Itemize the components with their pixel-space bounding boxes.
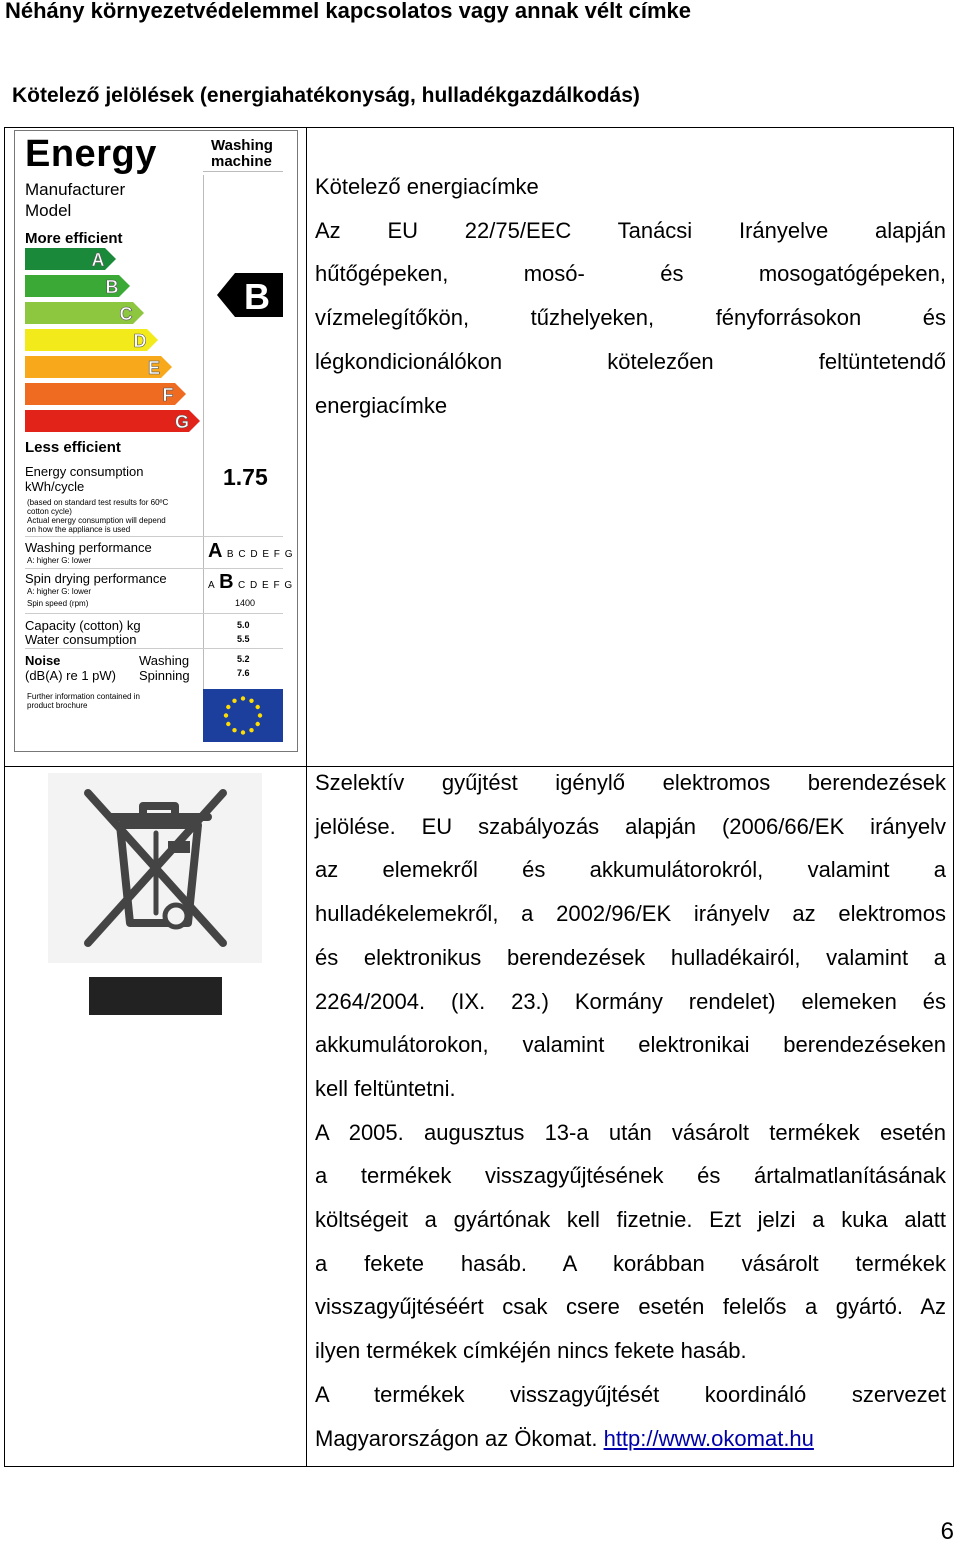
- water-consumption-value: 5.5: [237, 634, 250, 644]
- divider: [25, 613, 283, 614]
- star-icon: [256, 705, 260, 709]
- divider: [203, 171, 283, 172]
- text-line: Szelektív gyűjtést igénylő elektromos berendezések: [315, 770, 946, 795]
- more-efficient-label: More efficient: [25, 230, 123, 247]
- class-arrow-a: [25, 248, 116, 270]
- star-icon: [226, 705, 230, 709]
- washing-rating-scale: B C D E F G: [226, 549, 294, 560]
- energy-consumption-line-1: Energy consumption: [25, 464, 144, 479]
- star-icon: [232, 699, 236, 703]
- text-line: hűtőgépeken, mosó- és mosogatógépeken,: [315, 261, 946, 287]
- text-line: ilyen termékek címkéjén nincs fekete hasáb.: [315, 1338, 747, 1364]
- star-icon: [258, 713, 262, 717]
- divider: [25, 568, 283, 569]
- class-arrow-g: [25, 410, 200, 432]
- text-line: jelölése. EU szabályozás alapján (2006/66/EK irányelv: [315, 813, 946, 839]
- class-arrow-f: [25, 383, 186, 405]
- section-heading: Kötelező jelölések (energiahatékonyság, hulladékgazdálkodás): [12, 84, 640, 107]
- model-label: Model: [25, 201, 72, 220]
- class-arrow-c: [25, 302, 144, 324]
- star-icon: [241, 730, 245, 734]
- spin-rating-pre: A: [208, 580, 215, 591]
- appliance-line-1: Washing: [211, 137, 273, 154]
- noise-label: [25, 653, 116, 683]
- note-line: product brochure: [27, 701, 88, 710]
- spin-performance-label: Spin drying performance: [25, 571, 167, 586]
- text-line: energiacímke: [315, 392, 448, 418]
- noise-washing-label: Washing: [139, 653, 190, 668]
- page-number: 6: [940, 1518, 954, 1545]
- noise-mode-labels: [139, 653, 190, 683]
- text-line: visszagyűjtéséért csak csere esetén felelős a gyártó. Az: [315, 1294, 946, 1320]
- water-consumption-label: Water consumption: [25, 632, 137, 647]
- note-line: on how the appliance is used: [27, 525, 131, 534]
- star-icon: [249, 728, 253, 732]
- text-line: Az EU 22/75/EEC Tanácsi Irányelve alapján: [315, 217, 946, 243]
- note-line: Further information contained in: [27, 692, 140, 701]
- washing-performance-label: Washing performance: [25, 540, 152, 555]
- class-arrow-b: [25, 275, 130, 297]
- text-line: a fekete hasáb. A korábban vásárolt termékek: [315, 1250, 946, 1276]
- text-line: légkondicionálókon kötelezően feltüntetendő: [315, 348, 946, 374]
- noise-label-line-1: Noise: [25, 653, 61, 668]
- washing-scale-note: A: higher G: lower: [27, 556, 92, 565]
- text-line: költségeit a gyártónak kell fizetnie. Ezt jelzi a kuka alatt: [315, 1207, 946, 1233]
- class-arrow-d: [25, 329, 158, 351]
- energy-label-appliance: [211, 138, 273, 170]
- star-icon: [256, 722, 260, 726]
- table-column-divider: [306, 127, 307, 1467]
- text-line: az elemekről és akkumulátorokról, valamint a: [315, 857, 946, 883]
- page-heading: Néhány környezetvédelemmel kapcsolatos vagy annak vélt címke: [5, 0, 691, 23]
- text-line: A 2005. augusztus 13-a után vásárolt termékek esetén: [315, 1119, 946, 1145]
- text-line: akkumulátorokon, valamint elektronikai berendezéseken: [315, 1032, 946, 1058]
- text-line: és elektronikus berendezések hulladékairól, valamint a: [315, 944, 946, 970]
- spin-rating-letter: B: [219, 571, 234, 593]
- class-letter: E: [147, 358, 161, 378]
- noise-label-line-2: (dB(A) re 1 pW): [25, 668, 117, 683]
- text-line: vízmelegítőkön, tűzhelyeken, fényforrásokon és: [315, 305, 946, 331]
- spin-rating-scale: C D E F G: [238, 580, 294, 591]
- star-icon: [232, 728, 236, 732]
- washing-performance-rating: [208, 540, 293, 563]
- further-information-note: [27, 692, 140, 710]
- star-icon: [249, 699, 253, 703]
- crossed-bin-icon: [48, 773, 262, 963]
- text-line: a termékek visszagyűjtésének és ártalmatlanításának: [315, 1163, 946, 1189]
- manufacturer-model: [25, 179, 125, 221]
- black-bar-marker: [89, 977, 222, 1015]
- energy-consumption-line-2: kWh/cycle: [25, 479, 85, 494]
- energy-consumption-note: [27, 498, 168, 534]
- spin-speed-label: Spin speed (rpm): [27, 599, 89, 608]
- class-letter: F: [162, 385, 174, 405]
- energy-label-image: [14, 130, 298, 752]
- noise-washing-value: 5.2: [237, 654, 250, 664]
- spin-performance-rating: [208, 571, 293, 594]
- eu-flag-icon: [203, 689, 283, 742]
- spin-scale-note: A: higher G: lower: [27, 587, 92, 596]
- divider: [25, 648, 283, 649]
- star-icon: [226, 722, 230, 726]
- divider: [25, 536, 283, 537]
- rating-letter: B: [244, 276, 270, 317]
- energy-label-description: [315, 165, 946, 427]
- class-letter: D: [133, 331, 147, 351]
- class-letter: B: [105, 277, 119, 297]
- class-letter: C: [119, 304, 133, 324]
- energy-label-title: Energy: [25, 133, 157, 175]
- appliance-line-2: machine: [211, 153, 272, 170]
- note-line: (based on standard test results for 60ºC: [27, 498, 169, 507]
- noise-spinning-label: Spinning: [139, 668, 190, 683]
- text-line: A termékek visszagyűjtését koordináló szervezet: [315, 1381, 946, 1407]
- capacity-value: 5.0: [237, 620, 250, 630]
- text-line: hulladékelemekről, a 2002/96/EK irányelv az elektromos: [315, 901, 946, 927]
- note-line: cotton cycle): [27, 507, 72, 516]
- rating-arrow: [217, 273, 283, 317]
- less-efficient-label: Less efficient: [25, 439, 121, 456]
- class-letter: G: [174, 412, 190, 432]
- efficiency-class-arrows: [25, 248, 285, 438]
- energy-consumption-value: 1.75: [223, 464, 268, 490]
- star-icon: [224, 713, 228, 717]
- note-line: Actual energy consumption will depend: [27, 516, 166, 525]
- manufacturer-label: Manufacturer: [25, 180, 126, 199]
- noise-spinning-value: 7.6: [237, 668, 250, 678]
- weee-description: [315, 761, 946, 1460]
- class-arrow-e: [25, 356, 172, 378]
- star-icon: [241, 696, 245, 700]
- class-letter: A: [91, 250, 105, 270]
- text-line: Kötelező energiacímke: [315, 174, 539, 199]
- energy-consumption-label: [25, 464, 144, 494]
- capacity-label: Capacity (cotton) kg: [25, 618, 141, 633]
- washing-rating-letter: A: [208, 540, 223, 562]
- text-line: 2264/2004. (IX. 23.) Kormány rendelet) elemeken és: [315, 988, 946, 1014]
- text-fragment: Magyarországon az Ökomat.: [315, 1425, 604, 1451]
- text-line: kell feltüntetni.: [315, 1075, 456, 1101]
- text-line: [315, 1417, 946, 1461]
- okomat-link[interactable]: http://www.okomat.hu: [603, 1425, 814, 1451]
- spin-speed-value: 1400: [235, 598, 256, 608]
